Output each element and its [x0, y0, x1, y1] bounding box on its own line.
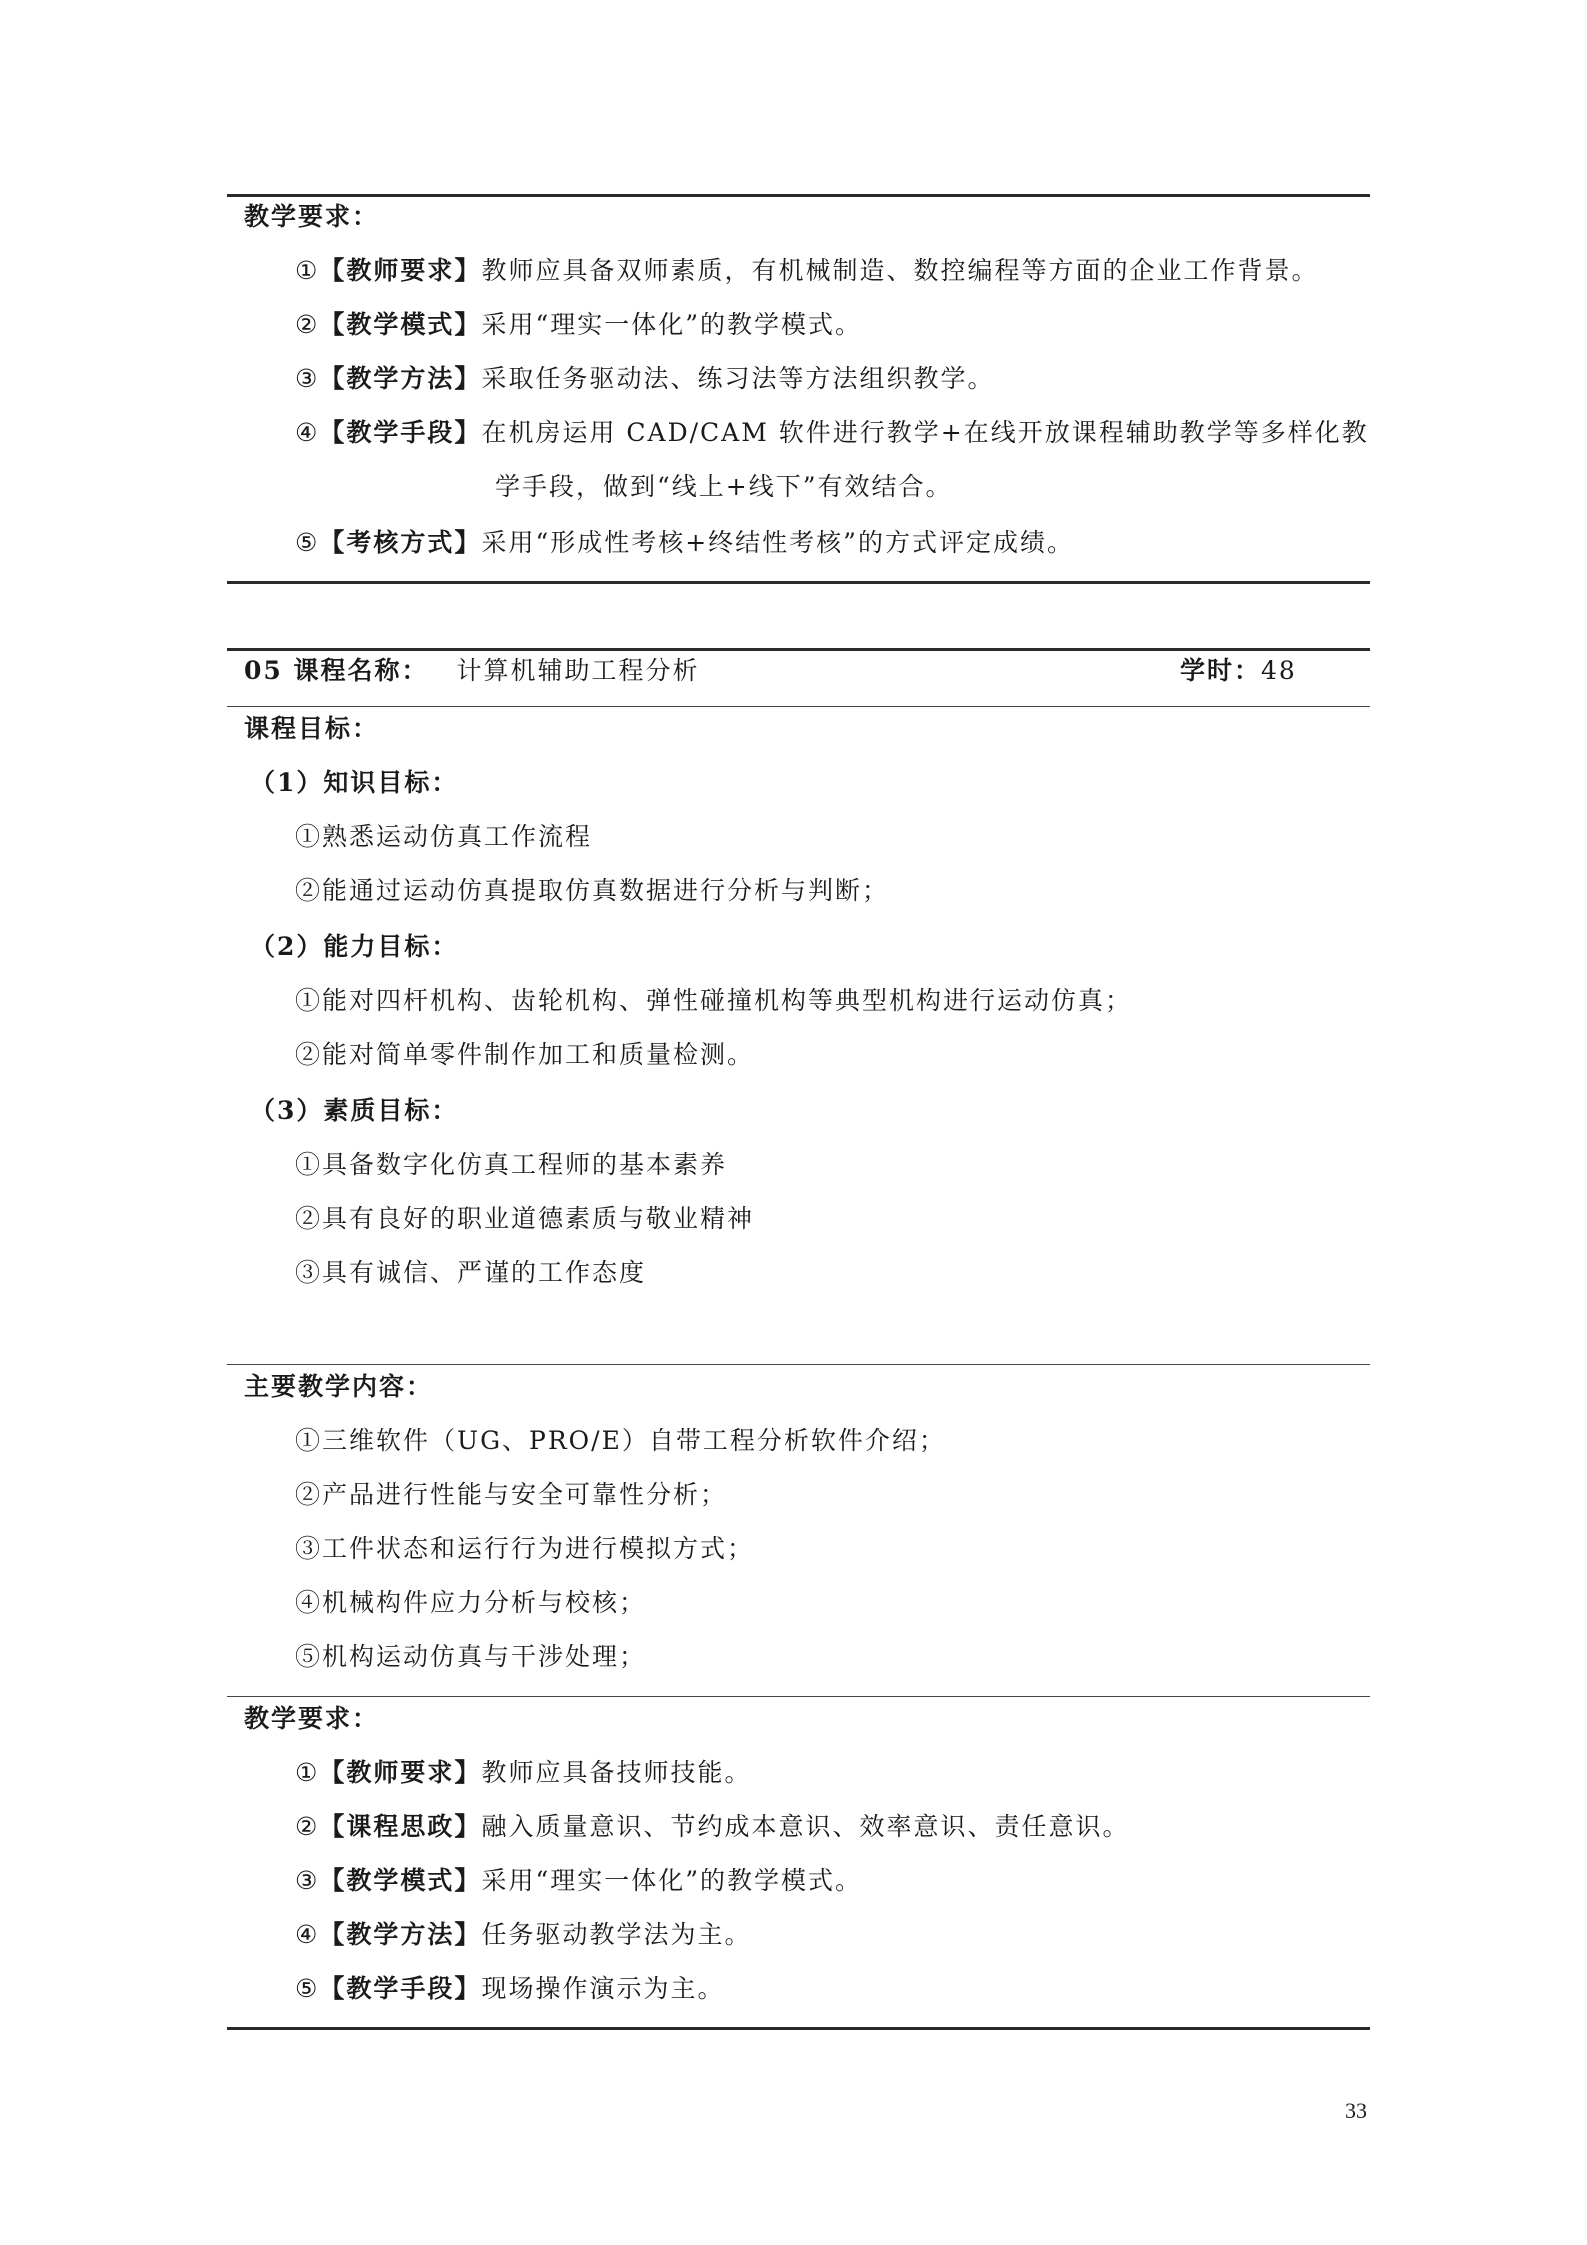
- course-name: 计算机辅助工程分析: [456, 656, 700, 685]
- item-number: ②: [295, 1812, 320, 1841]
- course-hours: [1180, 654, 1297, 688]
- requirement-item: [295, 1810, 1129, 1844]
- requirement-item: [295, 362, 994, 396]
- goal-item: ②能通过运动仿真提取仿真数据进行分析与判断；: [295, 876, 890, 905]
- goal-item: ②具有良好的职业道德素质与敬业精神: [295, 1204, 755, 1233]
- requirement-item: [295, 1972, 724, 2006]
- item-tag: 【教学手段】: [319, 418, 482, 447]
- item-text: 采用“理实一体化”的教学模式。: [481, 1866, 863, 1895]
- item-number: ①: [295, 256, 320, 285]
- item-number: ④: [295, 1920, 320, 1949]
- item-tag: 【课程思政】: [319, 1812, 482, 1841]
- requirement-item: [295, 254, 1318, 288]
- item-number: ③: [295, 1866, 320, 1895]
- item-text: 教师应具备技师技能。: [481, 1758, 752, 1787]
- item-text: 在机房运用 CAD/CAM 软件进行教学+在线开放课程辅助教学等多样化教: [481, 418, 1369, 447]
- item-number: ④: [295, 418, 320, 447]
- goal-item: ①能对四杆机构、齿轮机构、弹性碰撞机构等典型机构进行运动仿真；: [295, 986, 1133, 1015]
- requirement-item: [295, 416, 1369, 450]
- ability-goals-title: （2）能力目标：: [250, 932, 459, 961]
- quality-goals-title: （3）素质目标：: [250, 1096, 459, 1125]
- content-item: ②产品进行性能与安全可靠性分析；: [295, 1480, 728, 1509]
- item-text: 现场操作演示为主。: [481, 1974, 725, 2003]
- item-number: ①: [295, 1758, 320, 1787]
- goal-item: ③具有诚信、严谨的工作态度: [295, 1258, 647, 1287]
- requirement-item: [295, 1918, 751, 1952]
- hours-value: 48: [1261, 656, 1297, 685]
- course-name-label: 05 课程名称：: [244, 656, 429, 685]
- course-top-rule: [227, 648, 1370, 651]
- item-tag: 【教师要求】: [319, 256, 482, 285]
- goal-item: ①熟悉运动仿真工作流程: [295, 822, 593, 851]
- course-name-row: [244, 654, 699, 688]
- teaching-requirements-heading: 教学要求：: [244, 1704, 380, 1733]
- item-text: 任务驱动教学法为主。: [481, 1920, 752, 1949]
- item-number: ②: [295, 310, 320, 339]
- item-tag: 【教学方法】: [319, 1920, 482, 1949]
- item-number: ③: [295, 364, 320, 393]
- content-item: ⑤机构运动仿真与干涉处理；: [295, 1642, 647, 1671]
- block-end-rule: [227, 581, 1370, 584]
- item-tag: 【教学方法】: [319, 364, 482, 393]
- page-number: 33: [1345, 2098, 1367, 2123]
- bottom-rule: [227, 2027, 1370, 2030]
- main-content-heading: 主要教学内容：: [244, 1372, 434, 1401]
- item-text: 采用“理实一体化”的教学模式。: [481, 310, 863, 339]
- content-item: ④机械构件应力分析与校核；: [295, 1588, 647, 1617]
- item-text: 采取任务驱动法、练习法等方法组织教学。: [481, 364, 995, 393]
- item-tag: 【教学手段】: [319, 1974, 482, 2003]
- requirement-item-continuation: 学手段，做到“线上+线下”有效结合。: [495, 472, 953, 501]
- requirements-rule: [227, 1696, 1370, 1697]
- item-tag: 【考核方式】: [319, 528, 482, 557]
- requirement-item: [295, 1756, 751, 1790]
- item-text: 融入质量意识、节约成本意识、效率意识、责任意识。: [481, 1812, 1130, 1841]
- requirement-item: [295, 1864, 862, 1898]
- course-header-rule: [227, 706, 1370, 707]
- top-rule: [227, 194, 1370, 197]
- item-text: 采用“形成性考核+终结性考核”的方式评定成绩。: [481, 528, 1074, 557]
- goal-item: ①具备数字化仿真工程师的基本素养: [295, 1150, 728, 1179]
- content-item: ①三维软件（UG、PRO/E）自带工程分析软件介绍；: [295, 1426, 946, 1455]
- content-rule: [227, 1364, 1370, 1365]
- item-text: 教师应具备双师素质，有机械制造、数控编程等方面的企业工作背景。: [481, 256, 1319, 285]
- hours-label: 学时：: [1180, 656, 1262, 685]
- teaching-requirements-heading: 教学要求：: [244, 202, 380, 231]
- knowledge-goals-title: （1）知识目标：: [250, 768, 459, 797]
- course-goals-heading: 课程目标：: [244, 714, 380, 743]
- goal-item: ②能对简单零件制作加工和质量检测。: [295, 1040, 755, 1069]
- item-tag: 【教学模式】: [319, 1866, 482, 1895]
- item-tag: 【教学模式】: [319, 310, 482, 339]
- requirement-item: [295, 526, 1074, 560]
- item-tag: 【教师要求】: [319, 1758, 482, 1787]
- requirement-item: [295, 308, 862, 342]
- item-number: ⑤: [295, 1974, 320, 2003]
- item-number: ⑤: [295, 528, 320, 557]
- content-item: ③工件状态和运行行为进行模拟方式；: [295, 1534, 755, 1563]
